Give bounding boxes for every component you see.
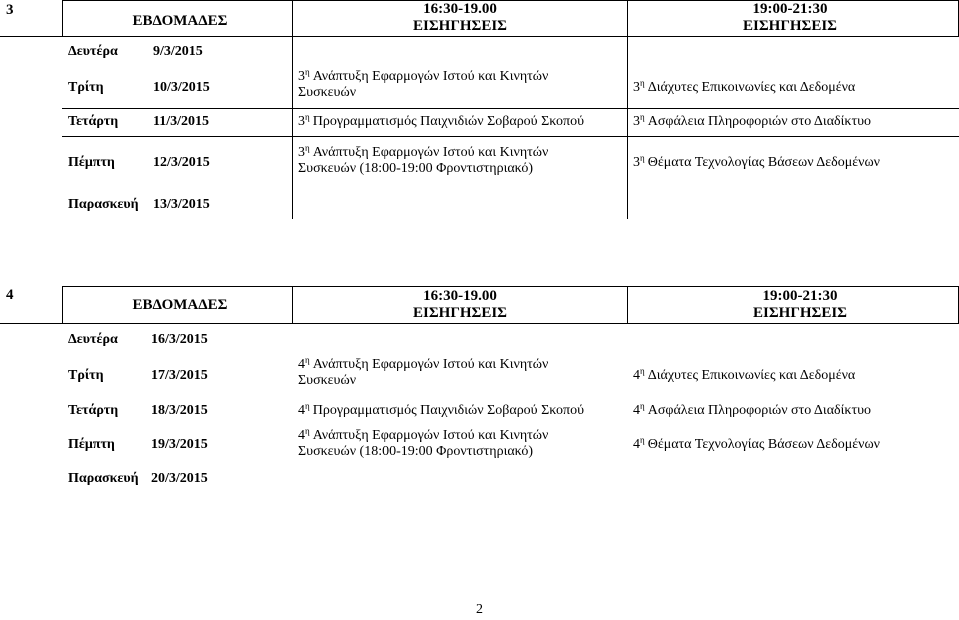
day-name: Τετάρτη (68, 403, 119, 418)
slot2-label: ΕΙΣΗΓΗΣΕΙΣ (743, 18, 837, 34)
slot1-time: 16:30-19.00 (423, 1, 497, 17)
lecture-entry: $3^\eta$ Ανάπτυξη Εφαρμογών Ιστού και Κινητών Συσκευών (18:00-19:00 Φροντιστηριακό) (298, 143, 549, 176)
day-name: Δευτέρα (68, 44, 118, 59)
weeks-header: ΕΒΔΟΜΑΔΕΣ (132, 297, 228, 313)
lecture-entry: $4^\eta$ Θέματα Τεχνολογίας Βάσεων Δεδομένων (633, 435, 880, 452)
lecture-entry: $4^\eta$ Ασφάλεια Πληροφοριών στο Διαδίκτυο (633, 401, 872, 418)
day-date: 18/3/2015 (151, 403, 208, 418)
page-number: 2 (476, 602, 483, 617)
lecture-entry: $4^\eta$ Ανάπτυξη Εφαρμογών Ιστού και Κινητών Συσκευών (298, 355, 549, 388)
day-name: Παρασκευή (68, 471, 139, 486)
day-date: 10/3/2015 (153, 80, 210, 95)
day-name: Τρίτη (68, 80, 104, 95)
slot2-time: 19:00-21:30 (752, 1, 828, 17)
day-name: Πέμπτη (68, 437, 115, 452)
week-number: 3 (6, 2, 14, 18)
day-date: 20/3/2015 (151, 471, 208, 486)
slot1-time: 16:30-19.00 (423, 288, 497, 304)
day-name: Παρασκευή (68, 197, 139, 212)
day-date: 19/3/2015 (151, 437, 208, 452)
day-date: 11/3/2015 (153, 114, 210, 129)
day-name: Τετάρτη (68, 114, 119, 129)
lecture-entry: $3^\eta$ Ανάπτυξη Εφαρμογών Ιστού και Κινητών Συσκευών (298, 67, 549, 100)
slot1-label: ΕΙΣΗΓΗΣΕΙΣ (413, 305, 507, 321)
day-name: Πέμπτη (68, 155, 115, 170)
slot2-time: 19:00-21:30 (762, 288, 838, 304)
weeks-header: ΕΒΔΟΜΑΔΕΣ (132, 13, 228, 29)
day-date: 16/3/2015 (151, 332, 208, 347)
lecture-entry: $4^\eta$ Προγραμματισμός Παιχνιδιών Σοβαρού Σκοπού (298, 401, 585, 418)
lecture-entry: $3^\eta$ Θέματα Τεχνολογίας Βάσεων Δεδομένων (633, 153, 880, 170)
slot2-label: ΕΙΣΗΓΗΣΕΙΣ (753, 305, 847, 321)
day-date: 13/3/2015 (153, 197, 210, 212)
lecture-entry: $4^\eta$ Ανάπτυξη Εφαρμογών Ιστού και Κινητών Συσκευών (18:00-19:00 Φροντιστηριακό) (298, 426, 549, 459)
week-number: 4 (6, 287, 14, 303)
day-date: 12/3/2015 (153, 155, 210, 170)
day-date: 9/3/2015 (153, 44, 203, 59)
lecture-entry: $3^\eta$ Προγραμματισμός Παιχνιδιών Σοβαρού Σκοπού (298, 112, 585, 129)
day-date: 17/3/2015 (151, 368, 208, 383)
lecture-entry: $3^\eta$ Διάχυτες Επικοινωνίες και Δεδομένα (633, 78, 856, 95)
day-name: Τρίτη (68, 368, 104, 383)
day-name: Δευτέρα (68, 332, 118, 347)
lecture-entry: $3^\eta$ Ασφάλεια Πληροφοριών στο Διαδίκτυο (633, 112, 872, 129)
slot1-label: ΕΙΣΗΓΗΣΕΙΣ (413, 18, 507, 34)
lecture-entry: $4^\eta$ Διάχυτες Επικοινωνίες και Δεδομένα (633, 366, 856, 383)
